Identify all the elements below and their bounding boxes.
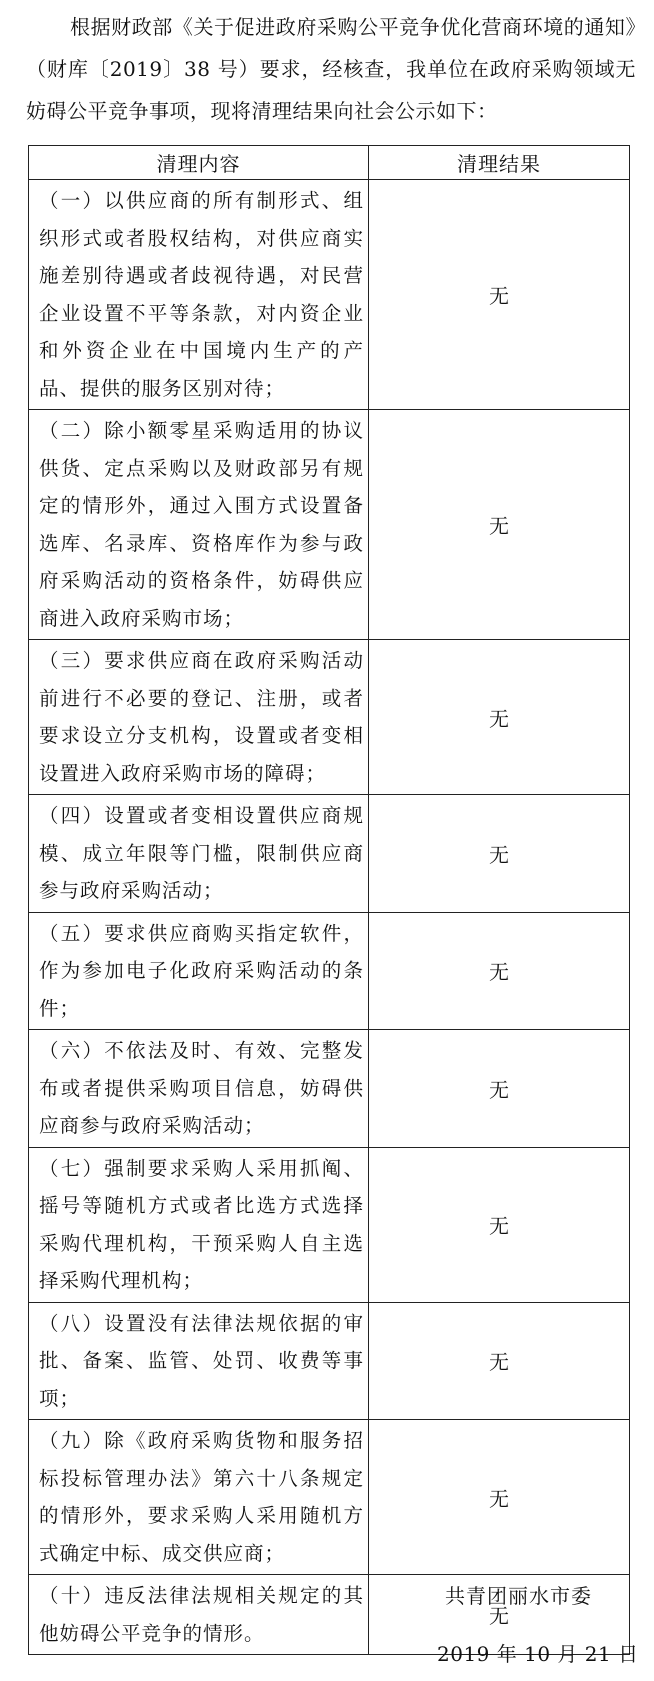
row-content: （三）要求供应商在政府采购活动前进行不必要的登记、注册，或者要求设立分支机构，设置或者变相设置进入政府采购市场的障碍； [29,640,369,795]
row-content: （十）违反法律法规相关规定的其他妨碍公平竞争的情形。 [29,1575,369,1655]
row-content: （五）要求供应商购买指定软件，作为参加电子化政府采购活动的条件； [29,912,369,1030]
row-result: 无 [369,640,630,795]
header-content: 清理内容 [29,146,369,180]
table-row [29,912,630,1030]
table-row [29,640,630,795]
row-content: （一）以供应商的所有制形式、组织形式或者股权结构，对供应商实施差别待遇或者歧视待遇，对民营企业设置不平等条款，对内资企业和外资企业在中国境内生产的产品、提供的服务区别对待； [29,180,369,410]
table-row [29,1030,630,1148]
row-content: （六）不依法及时、有效、完整发布或者提供采购项目信息，妨碍供应商参与政府采购活动； [29,1030,369,1148]
table-row [29,180,630,410]
table-row [29,795,630,913]
row-content: （八）设置没有法律法规依据的审批、备案、监管、处罚、收费等事项； [29,1302,369,1420]
signature-date: 2019 年 10 月 21 日 [437,1642,639,1666]
row-result: 无 [369,795,630,913]
table-row [29,1302,630,1420]
row-result: 无 [369,1302,630,1420]
row-content: （九）除《政府采购货物和服务招标投标管理办法》第六十八条规定的情形外，要求采购人采用随机方式确定中标、成交供应商； [29,1420,369,1575]
cleanup-table [28,145,630,1655]
row-result: 无 [369,912,630,1030]
header-result: 清理结果 [369,146,630,180]
signature-org: 共青团丽水市委 [445,1584,592,1608]
table-header-row [29,146,630,180]
row-result: 无 [369,1575,630,1655]
row-result: 无 [369,1147,630,1302]
row-content: （四）设置或者变相设置供应商规模、成立年限等门槛，限制供应商参与政府采购活动； [29,795,369,913]
row-content: （二）除小额零星采购适用的协议供货、定点采购以及财政部另有规定的情形外，通过入围方式设置备选库、名录库、资格库作为参与政府采购活动的资格条件，妨碍供应商进入政府采购市场； [29,410,369,640]
intro-paragraph: 根据财政部《关于促进政府采购公平竞争优化营商环境的通知》（财库〔2019〕38 号）要求，经核查，我单位在政府采购领域无妨碍公平竞争事项，现将清理结果向社会公示如下： [26,15,636,123]
row-result: 无 [369,1420,630,1575]
row-content: （七）强制要求采购人采用抓阄、摇号等随机方式或者比选方式选择采购代理机构，干预采购人自主选择采购代理机构； [29,1147,369,1302]
table-row [29,1420,630,1575]
row-result: 无 [369,180,630,410]
row-result: 无 [369,1030,630,1148]
table-row [29,1147,630,1302]
table-row [29,410,630,640]
row-result: 无 [369,410,630,640]
